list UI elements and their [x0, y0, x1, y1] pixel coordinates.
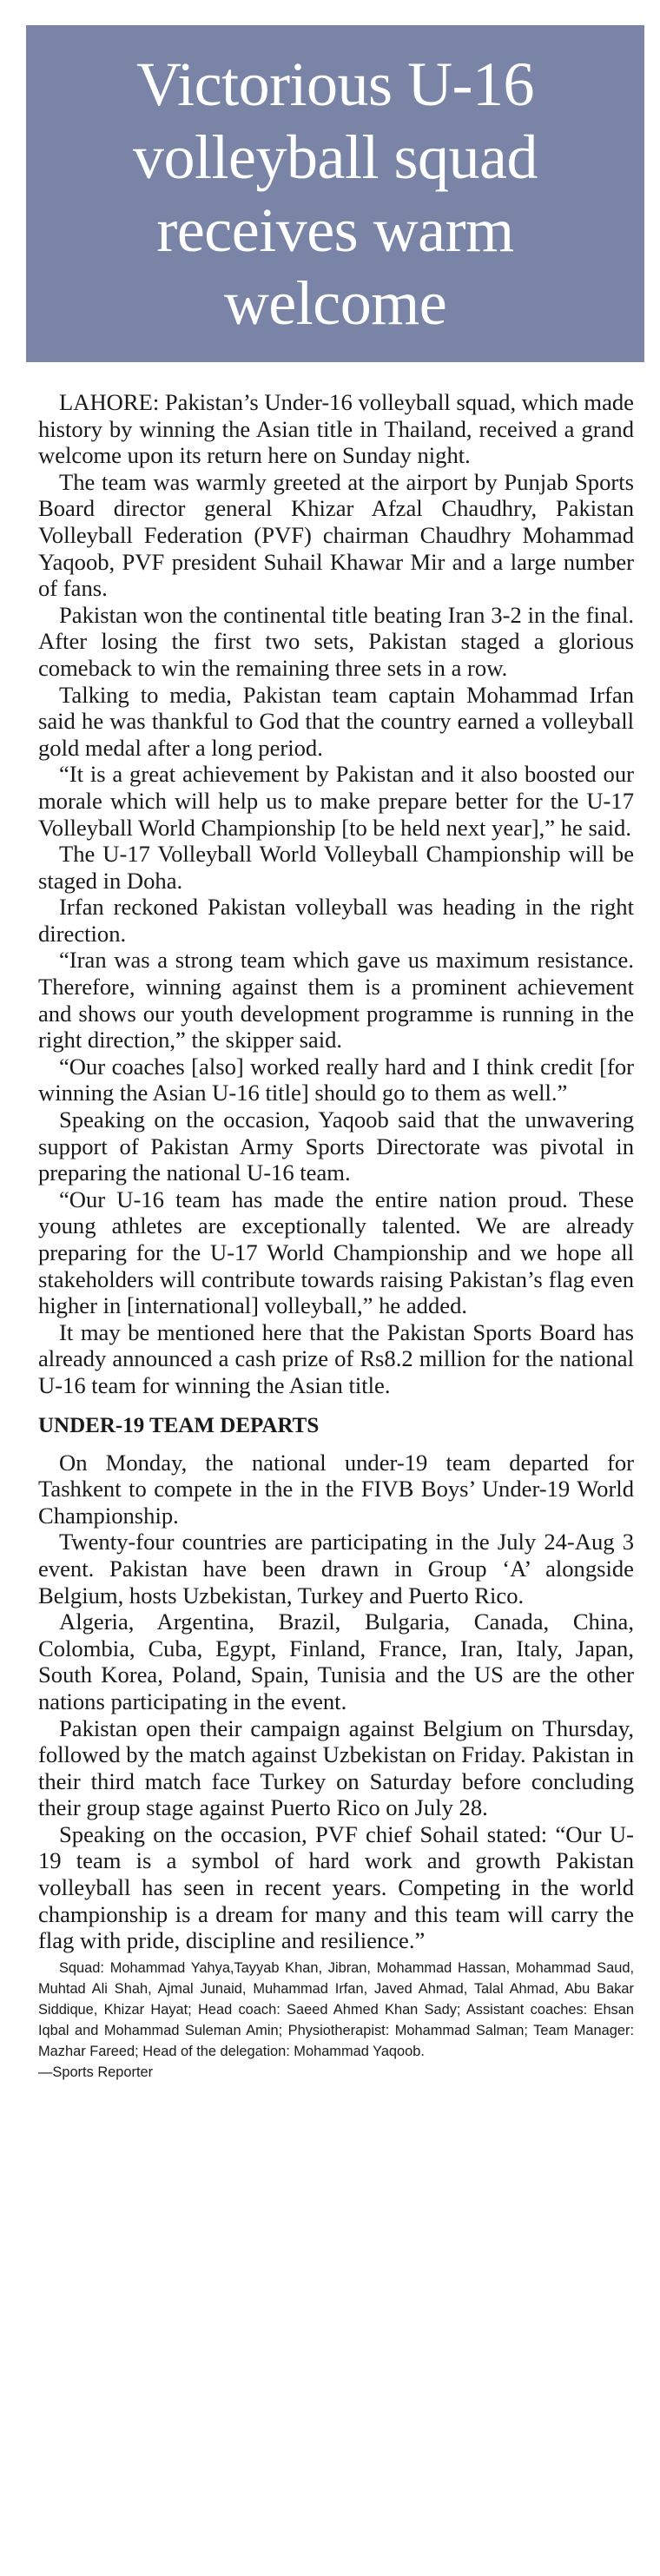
article-paragraph: Irfan reckoned Pakistan volleyball was heading in the right direction.	[38, 894, 634, 947]
squad-list: Squad: Mohammad Yahya,Tayyab Khan, Jibran, Mohammad Hassan, Mohammad Saud, Muhtad Ali Shah, Ajmal Junaid, Muhammad Irfan, Javed Ahmad, Talal Ahmad, Abu Bakar Siddique, Khizar Hayat; Head coach: Saeed Ahmed Khan Sady; Assistant coaches: Ehsan Iqbal and Mohammad Suleman Amin; Physiotherapist: Mohammad Salman; Team Manager: Mazhar Fareed; Head of the delegation: Mohammad Yaqoob.	[38, 1959, 634, 2059]
article-paragraph: Twenty-four countries are participating in the July 24-Aug 3 event. Pakistan have been drawn in Group ‘A’ alongside Belgium, hosts Uzbekistan, Turkey and Puerto Rico.	[38, 1529, 634, 1608]
article-paragraph: The team was warmly greeted at the airport by Punjab Sports Board director general Khizar Afzal Chaudhry, Pakistan Volleyball Federation (PVF) chairman Chaudhry Mohammad Yaqoob, PVF president Suhail Khawar Mir and a large number of fans.	[38, 468, 634, 602]
article-paragraph: “It is a great achievement by Pakistan and it also boosted our morale which will help us to make prepare better for the U-17 Volleyball World Championship [to be held next year],” he said.	[38, 761, 634, 841]
article-paragraph: It may be mentioned here that the Pakistan Sports Board has already announced a cash prize of Rs8.2 million for the national U-16 team for winning the Asian title.	[38, 1318, 634, 1398]
article-paragraph: Speaking on the occasion, Yaqoob said that the unwavering support of Pakistan Army Sports Directorate was pivotal in preparing the national U-16 team.	[38, 1106, 634, 1186]
article-paragraph: The U-17 Volleyball World Volleyball Championship will be staged in Doha.	[38, 841, 634, 894]
article-paragraph: “Our U-16 team has made the entire nation proud. These young athletes are exceptionally talented. We are already preparing for the U-17 World Championship and we hope all stakeholders will contribute towards raising Pakistan’s flag even higher in [international] volleyball,” he added.	[38, 1186, 634, 1319]
section-subhead: UNDER-19 TEAM DEPARTS	[38, 1413, 320, 1437]
headline: Victorious U-16 volleyball squad receives warm welcome	[133, 50, 538, 338]
article-paragraph: Algeria, Argentina, Brazil, Bulgaria, Canada, China, Colombia, Cuba, Egypt, Finland, France, Iran, Italy, Japan, South Korea, Poland, Spain, Tunisia and the US are the other nations participating in the event.	[38, 1608, 634, 1714]
article-paragraph: Talking to media, Pakistan team captain Mohammad Irfan said he was thankful to God that the country earned a volleyball gold medal after a long period.	[38, 681, 634, 761]
article-paragraph: On Monday, the national under-19 team departed for Tashkent to compete in the in the FIVB Boys’ Under-19 World Championship.	[38, 1449, 634, 1529]
article-paragraph: LAHORE: Pakistan’s Under-16 volleyball squad, which made history by winning the Asian title in Thailand, received a grand welcome upon its return here on Sunday night.	[38, 389, 634, 469]
headline-banner	[26, 25, 644, 362]
article-paragraph: Pakistan open their campaign against Belgium on Thursday, followed by the match against Uzbekistan on Friday. Pakistan in their third match face Turkey on Saturday before concluding their group stage against Puerto Rico on July 28.	[38, 1714, 634, 1821]
article-paragraph: “Our coaches [also] worked really hard and I think credit [for winning the Asian U-16 title] should go to them as well.”	[38, 1053, 634, 1106]
article-paragraph: Speaking on the occasion, PVF chief Sohail stated: “Our U-19 team is a symbol of hard work and growth Pakistan volleyball has seen in recent years. Competing in the world championship is a dream for many and this team will carry the flag with pride, discipline and resilience.”	[38, 1820, 634, 1954]
article-paragraph: Pakistan won the continental title beating Iran 3-2 in the final. After losing the first two sets, Pakistan staged a glorious comeback to win the remaining three sets in a row.	[38, 601, 634, 681]
byline-credit: —Sports Reporter	[38, 2064, 154, 2080]
article-paragraph: “Iran was a strong team which gave us maximum resistance. Therefore, winning against them is a prominent achievement and shows our youth development programme is running in the right direction,” the skipper said.	[38, 947, 634, 1054]
article-body	[38, 389, 634, 2083]
